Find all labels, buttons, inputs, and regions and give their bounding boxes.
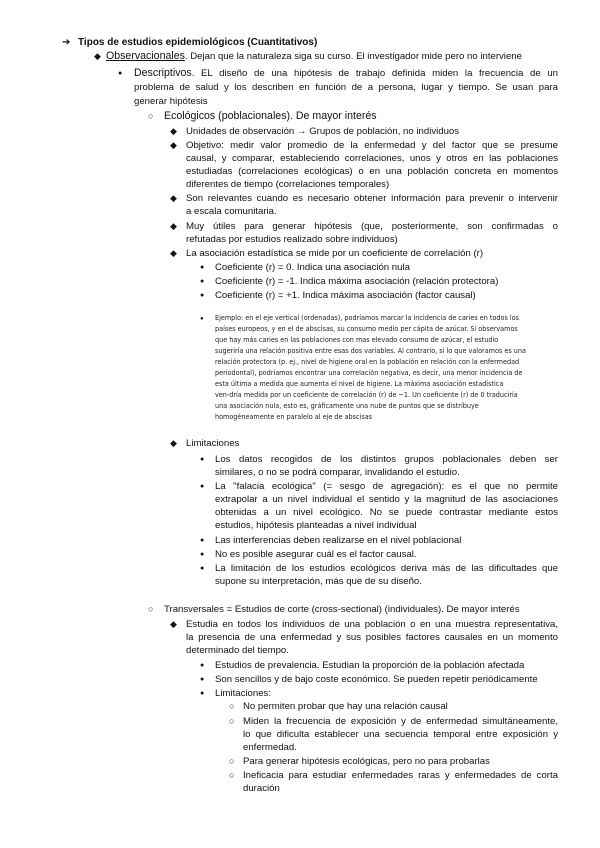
bullet-icon: ● xyxy=(118,70,123,77)
transversal-limitacion-3: Para generar hipótesis ecológicas, pero no para probarlas xyxy=(243,756,490,767)
ecologicos-item-4-line-1: Muy útiles para generar hipótesis (que, posteriormente, son confirmadas o xyxy=(186,221,558,232)
circle-bullet-icon: ○ xyxy=(148,604,154,614)
transversal-limitacion-2-line-3: enfermedad. xyxy=(243,742,297,753)
circle-bullet-icon: ○ xyxy=(148,111,154,121)
limitacion-2-line-4: estudios, hipótesis planteadas a nivel individual xyxy=(215,520,417,531)
descriptivos-text: . EL diseño de una hipótesis de trabajo definida miden la frecuencia de un xyxy=(191,68,558,79)
ejemplo-line-1: Ejemplo: en el eje vertical (ordenadas), podríamos marcar la incidencia de caries en todos los xyxy=(215,313,520,322)
transversal-limitacion-2-line-2: lo que dificulta establecer una secuencia temporal entre exposición y xyxy=(243,729,558,740)
page-title: Tipos de estudios epidemiológicos (Cuantitativos) xyxy=(78,37,318,48)
ejemplo-line-2: países europeos, y en el de abscisas, su consumo medio per cápita de azúcar. Si observamos xyxy=(215,324,518,333)
observacionales-line xyxy=(106,50,522,63)
bullet-icon: ● xyxy=(200,676,205,683)
ejemplo-line-10: homogéneamente en paralelo al eje de abscisas xyxy=(215,412,373,421)
descriptivos-line-3: generar hipótesis xyxy=(134,96,208,107)
bullet-icon: ● xyxy=(200,690,205,697)
diamond-bullet-icon: ◆ xyxy=(170,221,177,231)
transversal-limitacion-4-line-2: duración xyxy=(243,783,280,794)
bullet-icon: ● xyxy=(200,551,205,558)
transversales-estudia-line-3: determinado del tiempo. xyxy=(186,645,289,656)
ejemplo-line-9: una asociación nula, esto es, gráficamente una nube de puntos que se distribuye xyxy=(215,401,479,410)
transversales-limitaciones-label: Limitaciones: xyxy=(215,688,271,699)
limitacion-4: No es posible asegurar cuál es el factor causal. xyxy=(215,549,417,560)
ecologicos-item-2-line-1: Objetivo: medir valor promedio de la enfermedad y del factor que se presume xyxy=(186,140,558,151)
bullet-icon: ● xyxy=(200,537,205,544)
ecologicos-item-4-line-2: refutadas por estudios realizado sobre individuos) xyxy=(186,234,398,245)
circle-bullet-icon: ○ xyxy=(229,770,235,780)
bullet-icon: ● xyxy=(200,278,205,285)
ecologicos-limitaciones-label: Limitaciones xyxy=(186,438,240,449)
ecologicos-item-3-line-1: Son relevantes cuando es necesario obtener información para prevenir o intervenir xyxy=(186,193,558,204)
bullet-icon: ● xyxy=(200,483,205,490)
transversales-estudia-line-2: la presencia de una enfermedad y sus posibles factores causales en un momento xyxy=(186,632,558,643)
transversal-limitacion-1: No permiten probar que hay una relación causal xyxy=(243,701,448,712)
diamond-bullet-icon: ◆ xyxy=(170,438,177,448)
diamond-bullet-icon: ◆ xyxy=(170,126,177,136)
ejemplo-line-5: relación protectora (p. ej., nivel de higiene oral en la población en relación con la enfermedad xyxy=(215,357,520,366)
arrow-bullet-icon: ➔ xyxy=(62,37,71,48)
circle-bullet-icon: ○ xyxy=(229,756,235,766)
ejemplo-line-8: ven-dría medida por un coeficiente de correlación (r) de −1. Un coeficiente (r) de 0 traduciría xyxy=(215,390,518,399)
bullet-icon: ● xyxy=(200,565,205,572)
circle-bullet-icon: ○ xyxy=(229,716,235,726)
transversal-limitacion-2-line-1: Miden la frecuencia de exposición y de enfermedad simultáneamente, xyxy=(243,716,558,727)
coeficiente-neg1: Coeficiente (r) = -1. Indica máxima asociación (relación protectora) xyxy=(215,276,499,287)
coeficiente-0: Coeficiente (r) = 0. Indica una asociación nula xyxy=(215,262,410,273)
limitacion-2-line-2: extrapolar a un nivel individual el sentido y la magnitud de las asociaciones xyxy=(215,494,558,505)
ecologicos-item-2-line-4: diferentes de tiempo (correlaciones temporales) xyxy=(186,179,390,190)
diamond-bullet-icon: ◆ xyxy=(170,248,177,258)
limitacion-2-line-3: obtenidas a un nivel ecológico. No se puede contrastar mediante estos xyxy=(215,507,558,518)
ejemplo-line-4: sugeriría una relación positiva entre esas dos variables. Al contrario, si lo que valoramos es una xyxy=(215,346,526,355)
transversal-limitacion-4-line-1: Ineficacia para estudiar enfermedades raras y enfermedades de corta xyxy=(243,770,558,781)
diamond-bullet-icon: ◆ xyxy=(170,193,177,203)
ecologicos-item-2-line-3: estudiadas (correlaciones ecológicas) o en una población concreta en momentos xyxy=(186,166,558,177)
limitacion-2-line-1: La "falacia ecológica" (= sesgo de agregación): es el que no permite xyxy=(215,481,558,492)
bullet-icon: ● xyxy=(200,292,205,299)
diamond-bullet-icon: ◆ xyxy=(94,51,101,61)
limitacion-5-line-2: supone su interpretación, más que de su diseño. xyxy=(215,576,422,587)
descriptivos-line-2: problema de salud y los describen en función de a persona, lugar y tiempo. Se usan para xyxy=(134,82,558,93)
descriptivos-line-1 xyxy=(134,67,558,80)
bullet-icon: ● xyxy=(200,316,204,322)
transversales-heading: Transversales = Estudios de corte (cross-sectional) (individuales). De mayor interés xyxy=(164,604,520,615)
limitacion-5-line-1: La limitación de los estudios ecológicos deriva más de las dificultades que xyxy=(215,563,558,574)
ecologicos-item-3-line-2: a escala comunitaria. xyxy=(186,206,277,217)
bullet-icon: ● xyxy=(200,456,205,463)
limitacion-1-line-1: Los datos recogidos de los distintos grupos poblacionales deben ser xyxy=(215,454,558,465)
descriptivos-label: Descriptivos xyxy=(134,67,192,79)
transversales-item-1: Estudios de prevalencia. Estudian la proporción de la población afectada xyxy=(215,660,525,671)
diamond-bullet-icon: ◆ xyxy=(170,619,177,629)
ejemplo-line-6: periodontal), podríamos encontrar una correlación negativa, es decir, una menor incidencia de xyxy=(215,368,523,377)
circle-bullet-icon: ○ xyxy=(229,701,235,711)
limitacion-1-line-2: similares, o no se podrá comparar, invalidando el estudio. xyxy=(215,467,460,478)
ecologicos-item-2-line-2: causal, y comparar, estableciendo correlaciones, unos y otros en las poblaciones xyxy=(186,153,558,164)
observacionales-text: . Dejan que la naturaleza siga su curso. El investigador mide pero no interviene xyxy=(184,51,522,62)
bullet-icon: ● xyxy=(200,662,205,669)
ejemplo-line-3: que hay más caries en las poblaciones con mas elevado consumo de azúcar, el estudio xyxy=(215,335,499,344)
ecologicos-item-1: Unidades de observación → Grupos de población, no individuos xyxy=(186,126,460,137)
diamond-bullet-icon: ◆ xyxy=(170,140,177,150)
coeficiente-pos1: Coeficiente (r) = +1. Indica máxima asociación (factor causal) xyxy=(215,290,476,301)
transversales-estudia-line-1: Estudia en todos los individuos de una población o en una muestra representativa, xyxy=(186,619,558,630)
limitacion-3: Las interferencias deben realizarse en el nivel poblacional xyxy=(215,535,462,546)
observacionales-label: Observacionales xyxy=(106,50,185,62)
ecologicos-heading: Ecológicos (poblacionales). De mayor interés xyxy=(164,110,377,122)
ecologicos-item-5: La asociación estadística se mide por un coeficiente de correlación (r) xyxy=(186,248,484,259)
bullet-icon: ● xyxy=(200,264,205,271)
transversales-item-2: Son sencillos y de bajo coste económico. Se pueden repetir periódicamente xyxy=(215,674,538,685)
ejemplo-line-7: esta última a medida que aumenta el nivel de higiene. La máxima asociación estadística xyxy=(215,379,504,388)
